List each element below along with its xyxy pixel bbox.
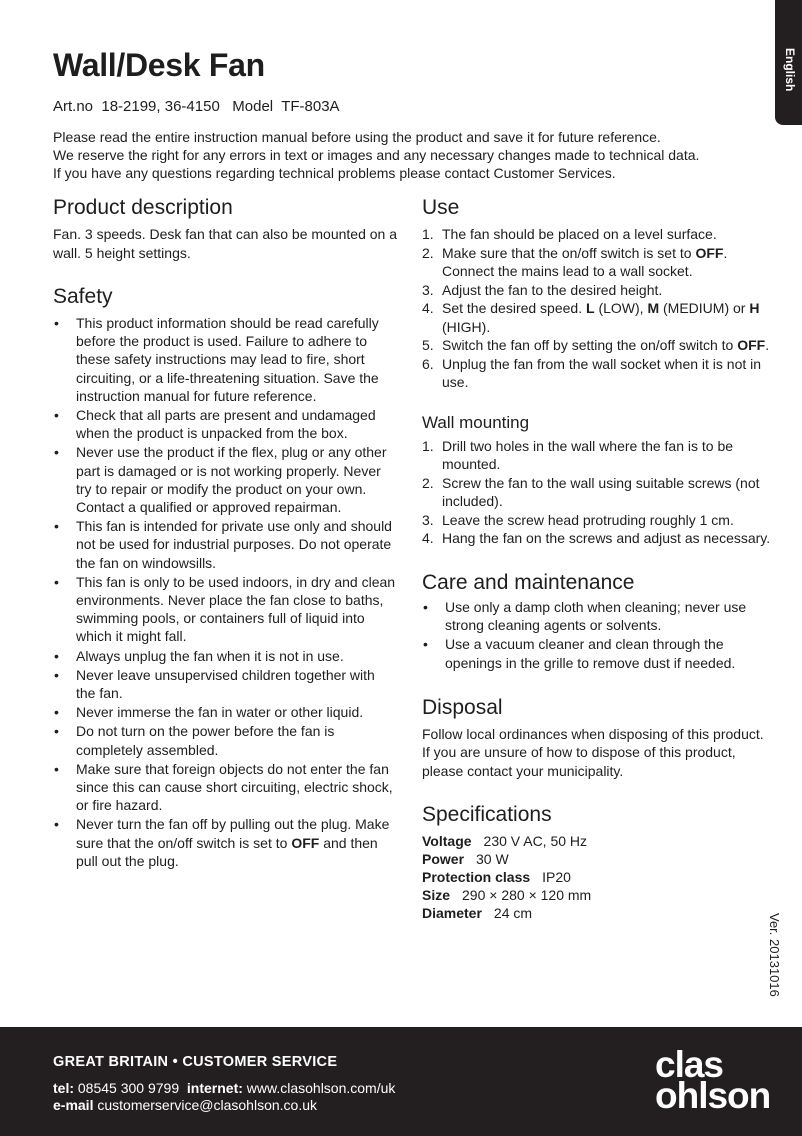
language-tab — [775, 0, 802, 125]
wall-mounting-heading: Wall mounting — [422, 412, 530, 432]
spec-row: Size 290 × 280 × 120 mm — [422, 887, 592, 904]
spec-row: Protection class IP20 — [422, 869, 571, 886]
care-item: • Use only a damp cloth when cleaning; never use strong cleaning agents or solvents. — [422, 598, 772, 634]
safety-item — [53, 815, 398, 870]
disposal-text: Follow local ordinances when disposing of this product. If you are unsure of how to dispose of this product, please contact your municipality. — [422, 725, 764, 779]
use-step: 2. Make sure that the on/off switch is set to OFF. Connect the mains lead to a wall socket. — [422, 244, 728, 279]
safety-item: • Never immerse the fan in water or other liquid. — [53, 703, 398, 721]
use-heading: Use — [422, 196, 460, 219]
safety-item: • Check that all parts are present and undamaged when the product is unpacked from the box. — [53, 406, 398, 442]
wall-mounting-list — [422, 437, 772, 548]
safety-item-tail: and then pull out the plug. — [76, 834, 378, 869]
footer — [0, 1027, 802, 1136]
off-label: OFF — [291, 834, 320, 851]
safety-item: • Never leave unsupervised children together with the fan. — [53, 666, 398, 702]
safety-item: • Always unplug the fan when it is not in use. — [53, 647, 398, 665]
intro-text — [53, 128, 763, 182]
product-description-heading: Product description — [53, 196, 233, 219]
page-title: Wall/Desk Fan — [53, 47, 265, 83]
wall-mounting-step: 4. Hang the fan on the screws and adjust as necessary. — [422, 530, 771, 547]
product-description-text: Fan. 3 speeds. Desk fan that can also be mounted on a wall. 5 height settings. — [53, 226, 397, 261]
footer-contact — [53, 1080, 395, 1114]
internet-label: internet: — [186, 1080, 243, 1096]
email-label: e-mail — [53, 1097, 94, 1113]
right-column — [422, 195, 772, 922]
care-item: • Use a vacuum cleaner and clean through the openings in the grille to remove dust if needed. — [422, 635, 772, 671]
website-link[interactable]: www.clasohlson.com/uk — [246, 1080, 396, 1096]
care-heading: Care and maintenance — [422, 571, 635, 595]
safety-heading: Safety — [53, 285, 113, 308]
use-step: 5. Switch the fan off by setting the on/off switch to OFF. — [422, 337, 770, 354]
safety-item: • This fan is intended for private use only and should not be used for industrial purposes. Do not operate the fan on windowsills. — [53, 517, 398, 572]
safety-item: • Make sure that foreign objects do not enter the fan since this can cause short circuiting, electric shock, or fire hazard. — [53, 760, 398, 815]
tel-number[interactable]: 08545 300 9799 — [77, 1080, 180, 1096]
use-step: 3. Adjust the fan to the desired height. — [422, 281, 663, 298]
use-step: 1. The fan should be placed on a level surface. — [422, 226, 717, 242]
footer-title: GREAT BRITAIN • CUSTOMER SERVICE — [53, 1054, 338, 1070]
spec-row: Voltage 230 V AC, 50 Hz — [422, 833, 588, 850]
language-label: English — [783, 48, 797, 92]
safety-item: • Never use the product if the flex, plug or any other part is damaged or is not working properly. Never try to repair or modify the product on your own. Contact a qualified or approved repairman. — [53, 443, 398, 516]
left-column — [53, 195, 398, 871]
email-link[interactable]: customerservice@clasohlson.co.uk — [97, 1097, 317, 1113]
safety-item: • Do not turn on the power before the fan is completely assembled. — [53, 722, 398, 758]
specifications-heading: Specifications — [422, 803, 552, 827]
safety-item-text: Never turn the fan off by pulling out the plug. Make sure that the on/off switch is set to — [76, 816, 390, 851]
safety-list — [53, 314, 398, 870]
care-list — [422, 598, 772, 672]
wall-mounting-step: 3. Leave the screw head protruding roughly 1 cm. — [422, 511, 734, 528]
use-list — [422, 225, 772, 391]
intro-line: Please read the entire instruction manual before using the product and save it for future reference. — [53, 129, 661, 145]
article-number-line: Art.no 18-2199, 36-4150 Model TF-803A — [53, 98, 340, 115]
use-step: 6. Unplug the fan from the wall socket when it is not in use. — [422, 355, 762, 391]
use-step: 4. Set the desired speed. L (LOW), M (MEDIUM) or H (HIGH). — [422, 300, 760, 335]
wall-mounting-step: 2. Screw the fan to the wall using suitable screws (not included). — [422, 474, 760, 509]
tel-label: tel: — [53, 1080, 74, 1096]
spec-row: Power 30 W — [422, 851, 509, 868]
version-label: Ver. 20131016 — [767, 913, 782, 997]
intro-line: We reserve the right for any errors in text or images and any necessary changes made to technical data. — [53, 147, 700, 163]
specifications-list — [422, 832, 772, 922]
safety-item: • This product information should be read carefully before the product is used. Failure to adhere to these safety instructions may lead to fire, short circuiting, or a life-threatening situation. Save the instruction manual for future reference. — [53, 314, 398, 405]
intro-line: If you have any questions regarding technical problems please contact Customer Services. — [53, 165, 616, 181]
safety-item: • This fan is only to be used indoors, in dry and clean environments. Never place the fan close to baths, swimming pools, or containers full of liquid into which it might fall. — [53, 573, 398, 646]
brand-logo: clas ohlson — [655, 1044, 771, 1116]
wall-mounting-step: 1. Drill two holes in the wall where the fan is to be mounted. — [422, 437, 734, 473]
spec-row: Diameter 24 cm — [422, 905, 533, 922]
disposal-heading: Disposal — [422, 695, 503, 719]
